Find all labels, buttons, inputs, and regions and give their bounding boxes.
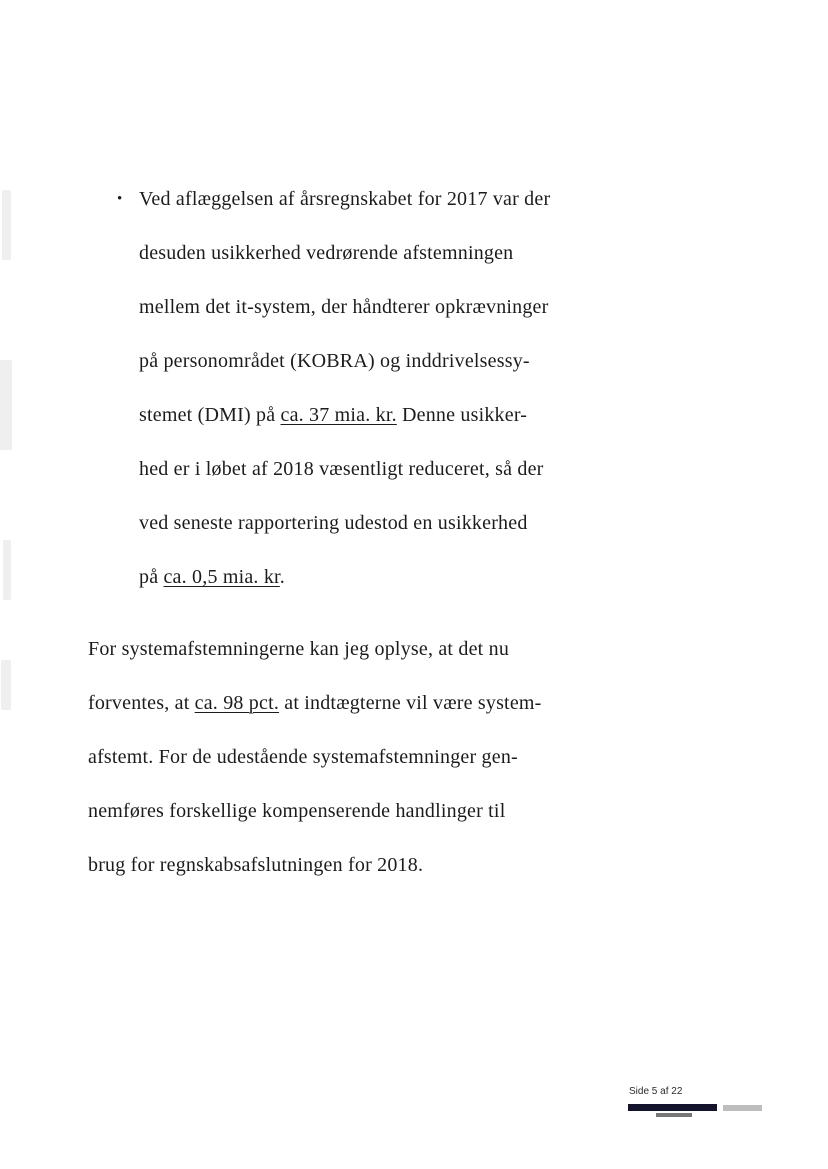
- text-line: [88, 852, 628, 906]
- page-number: Side 5 af 22: [629, 1086, 683, 1097]
- body-paragraph: [88, 636, 628, 906]
- text-segment: nemføres forskellige kompenserende handlinger til: [88, 800, 506, 822]
- text-segment: forventes, at: [88, 692, 195, 714]
- text-segment: brug for regnskabsafslutningen for 2018.: [88, 854, 424, 876]
- text-segment: mellem det it-system, der håndterer opkrævninger: [139, 296, 549, 318]
- scan-artifact: [1, 660, 11, 710]
- scan-artifact: [3, 540, 11, 600]
- text-line: [139, 186, 629, 240]
- text-line: [139, 510, 629, 564]
- underlined-text: ca. 98 pct.: [194, 692, 280, 714]
- bullet-marker: •: [117, 191, 123, 207]
- text-line: [88, 690, 628, 744]
- footer-dark-bar: [628, 1104, 717, 1111]
- underlined-text: ca. 37 mia. kr.: [280, 404, 397, 426]
- underlined-text: ca. 0,5 mia. kr: [163, 566, 280, 588]
- text-line: [139, 294, 629, 348]
- bullet-paragraph: [139, 186, 629, 618]
- text-line: [88, 744, 628, 798]
- text-segment: afstemt. For de udestående systemafstemninger gen-: [88, 746, 518, 768]
- scan-artifact: [2, 190, 11, 260]
- text-segment: .: [279, 566, 285, 588]
- text-line: [139, 240, 629, 294]
- text-segment: at indtægterne vil være system-: [279, 692, 542, 714]
- text-segment: desuden usikkerhed vedrørende afstemningen: [139, 242, 514, 264]
- text-segment: stemet (DMI) på: [139, 404, 281, 426]
- text-segment: på personområdet (KOBRA) og inddrivelsessy-: [139, 350, 530, 372]
- text-line: [139, 456, 629, 510]
- text-line: [139, 564, 629, 618]
- footer-text-smudge: [656, 1113, 692, 1117]
- text-segment: ved seneste rapportering udestod en usikkerhed: [139, 512, 528, 534]
- text-segment: hed er i løbet af 2018 væsentligt reduceret, så der: [139, 458, 544, 480]
- text-line: [139, 402, 629, 456]
- scan-artifact: [0, 360, 12, 450]
- text-segment: Ved aflæggelsen af årsregnskabet for 2017 var der: [139, 188, 551, 210]
- text-line: [88, 798, 628, 852]
- footer-gray-bar: [723, 1105, 762, 1111]
- text-line: [88, 636, 628, 690]
- text-segment: Denne usikker-: [396, 404, 528, 426]
- text-line: [139, 348, 629, 402]
- text-segment: på: [139, 566, 164, 588]
- text-segment: For systemafstemningerne kan jeg oplyse, at det nu: [88, 638, 510, 660]
